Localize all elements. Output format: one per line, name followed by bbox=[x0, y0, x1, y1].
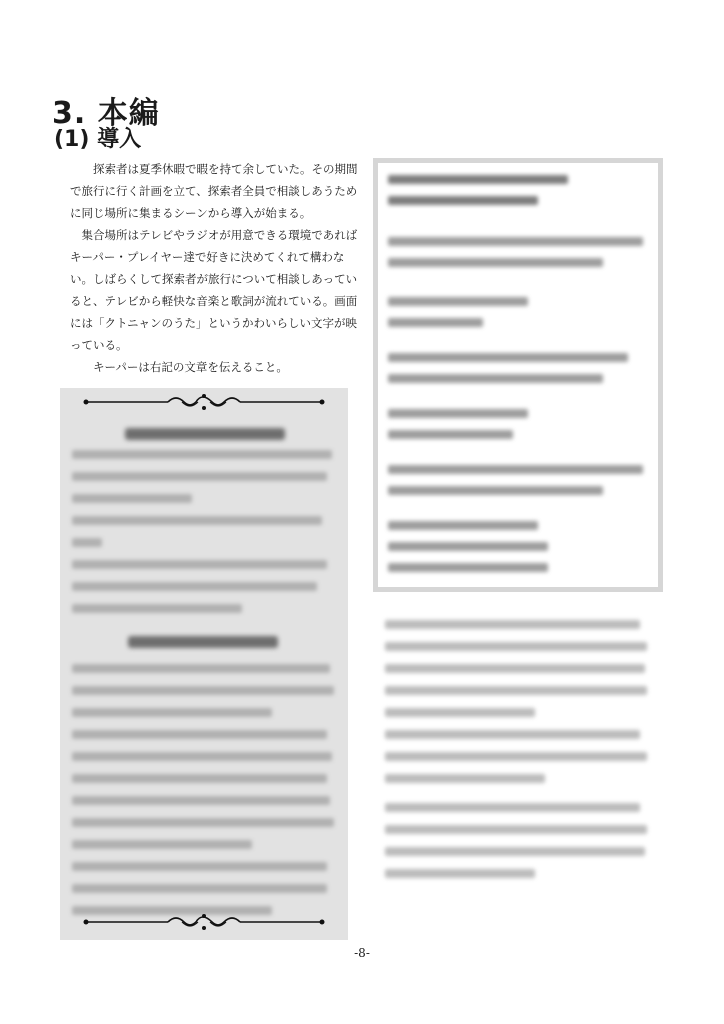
blurred-text-block bbox=[388, 465, 648, 507]
blurred-text-block bbox=[388, 175, 648, 217]
blurred-text-block bbox=[388, 409, 648, 451]
blurred-heading bbox=[128, 636, 278, 648]
sidebar-note-box bbox=[60, 388, 348, 940]
blurred-text-block bbox=[72, 664, 336, 928]
blurred-text-block bbox=[388, 297, 648, 339]
blurred-heading bbox=[125, 428, 285, 440]
paragraph: 探索者は夏季休暇で暇を持て余していた。その期間で旅行に行く計画を立て、探索者全員で相談しあうために同じ場所に集まるシーンから導入が始まる。 bbox=[70, 162, 358, 220]
paragraph: 集合場所はテレビやラジオが用意できる環境であればキーパー・プレイヤー達で好きに決めてくれて構わない。しばらくして探索者が旅行について相談しあっていると、テレビから軽快な音楽と歌詞が流れている。画面には「クトニャンのうた」というかわいらしい文字が映っている。 bbox=[70, 228, 358, 352]
paragraph: キーパーは右記の文章を伝えること。 bbox=[93, 360, 288, 374]
blurred-text-block bbox=[385, 620, 650, 891]
ornament-divider-top bbox=[82, 392, 326, 412]
blurred-text-block bbox=[72, 450, 336, 626]
page-number: -8- bbox=[354, 946, 370, 960]
blurred-text-block bbox=[388, 521, 648, 584]
intro-text bbox=[70, 158, 360, 378]
subsection-title: (1) 導入 bbox=[54, 127, 142, 152]
section-title: 3. 本編 bbox=[52, 96, 160, 131]
blurred-text-block bbox=[388, 237, 648, 279]
ornament-divider-bottom bbox=[82, 912, 326, 932]
lyrics-frame-box bbox=[373, 158, 663, 592]
blurred-text-block bbox=[388, 353, 648, 395]
